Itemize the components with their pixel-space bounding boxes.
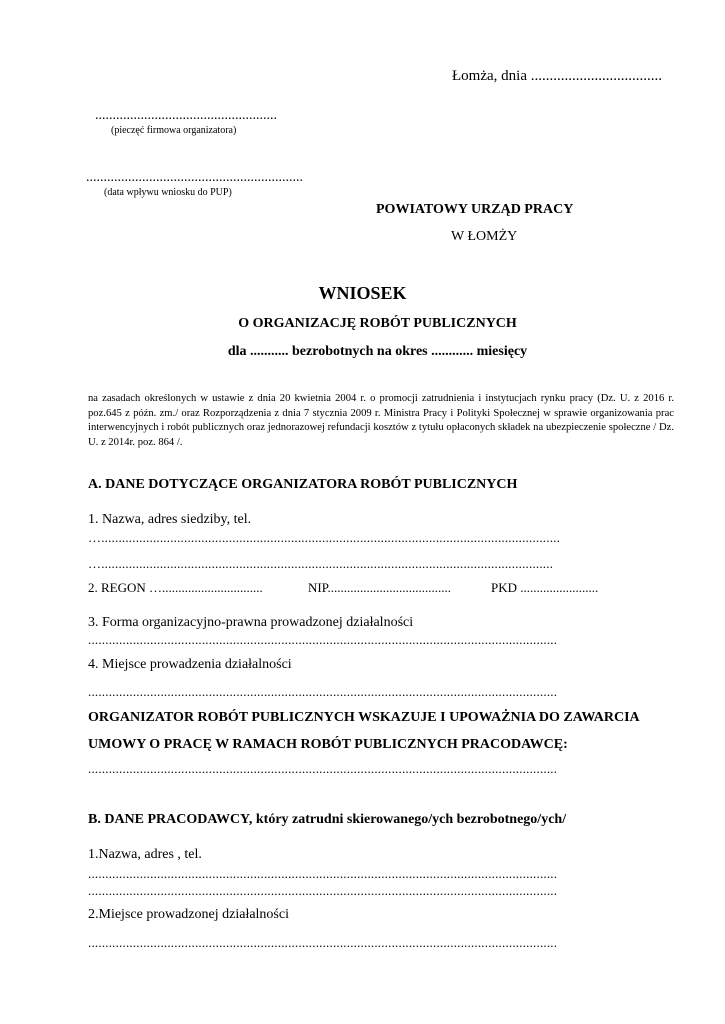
pkd-field[interactable]: PKD ........................ — [491, 580, 599, 595]
section-a-heading: A. DANE DOTYCZĄCE ORGANIZATORA ROBÓT PUBLICZNYCH — [88, 477, 518, 492]
regon-field[interactable]: 2. REGON …............................... — [88, 580, 263, 595]
employer-name-line-2[interactable]: ........................................................................................................................................ — [88, 883, 558, 898]
legal-basis-text: na zasadach określonych w ustawie z dnia 20 kwietnia 2004 r. o promocji zatrudnienia i instytucjach rynku pracy (Dz. U. z 2016 r. poz.645 z późn. zm./ oraz Rozporządzenia z dnia 7 stycznia 2009 r. Ministra Pracy i Polityki Społecznej w sprawie organizowania prac interwencyjnych i robót publicznych oraz jednorazowej refundacji kosztów z tytułu opłaconych składek na ubezpieczenie społeczne / Dz. U. z 2014r. poz. 864 /. — [88, 393, 674, 448]
organizer-name-line-2[interactable]: …................................................................................................................................... — [88, 556, 554, 571]
office-city: W ŁOMŻY — [451, 229, 518, 244]
authorization-text-line-1: ORGANIZATOR ROBÓT PUBLICZNYCH WSKAZUJE I UPOWAŻNIA DO ZAWARCIA — [88, 710, 640, 725]
authorization-text-line-2: UMOWY O PRACĘ W RAMACH ROBÓT PUBLICZNYCH PRACODAWCĘ: — [88, 737, 568, 752]
legal-form-line[interactable]: ........................................................................................................................................ — [88, 632, 558, 647]
document-subtitle: O ORGANIZACJĘ ROBÓT PUBLICZNYCH — [238, 316, 517, 331]
nip-field[interactable]: NIP...................................... — [308, 580, 452, 595]
employer-name-line-1[interactable]: ........................................................................................................................................ — [88, 866, 558, 881]
organizer-name-label: 1. Nazwa, adres siedziby, tel. — [88, 512, 252, 527]
stamp-label: (pieczęć firmowa organizatora) — [111, 125, 237, 136]
receipt-date-label: (data wpływu wniosku do PUP) — [104, 187, 232, 198]
legal-form-label: 3. Forma organizacyjno-prawna prowadzonej działalności — [88, 615, 414, 630]
activity-place-line[interactable]: ........................................................................................................................................ — [88, 684, 558, 699]
stamp-line[interactable]: .................................................... — [95, 108, 277, 123]
office-name: POWIATOWY URZĄD PRACY — [376, 202, 574, 217]
employer-designation-line[interactable]: ........................................................................................................................................ — [88, 761, 558, 776]
activity-place-label: 4. Miejsce prowadzenia działalności — [88, 657, 292, 672]
receipt-date-line[interactable]: .............................................................. — [86, 170, 303, 185]
employer-activity-line[interactable]: ........................................................................................................................................ — [88, 935, 558, 950]
organizer-name-line-1[interactable]: …..................................................................................................................................... — [88, 530, 561, 545]
section-b-heading: B. DANE PRACODAWCY, który zatrudni skierowanego/ych bezrobotnego/ych/ — [88, 812, 567, 827]
employer-name-label: 1.Nazwa, adres , tel. — [88, 847, 202, 862]
document-title-line[interactable]: dla ........... bezrobotnych na okres ............ miesięcy — [227, 344, 528, 359]
employer-activity-label: 2.Miejsce prowadzonej działalności — [88, 907, 289, 922]
place-date-field[interactable]: Łomża, dnia ................................... — [452, 68, 662, 84]
document-title: WNIOSEK — [318, 283, 407, 303]
